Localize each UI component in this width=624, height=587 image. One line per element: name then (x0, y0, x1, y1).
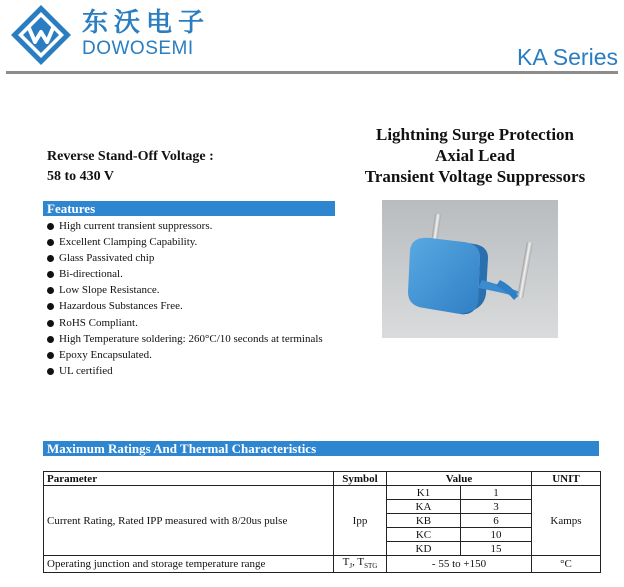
feature-text: High Temperature soldering: 260°C/10 seconds at terminals (59, 332, 323, 345)
product-title-line: Axial Lead (435, 146, 515, 165)
table-cell: 3 (461, 500, 532, 514)
voltage-label: Reverse Stand-Off Voltage : (47, 149, 214, 164)
bullet-icon (47, 352, 54, 359)
table-cell: KD (387, 542, 461, 556)
feature-text: Epoxy Encapsulated. (59, 348, 152, 361)
table-header-cell: Symbol (334, 472, 387, 486)
table-cell: °C (532, 556, 601, 573)
feature-item (47, 298, 323, 314)
brand-name-english: DOWOSEMI (82, 38, 194, 59)
bullet-icon (47, 287, 54, 294)
ratings-heading: Maximum Ratings And Thermal Characteristics (43, 441, 599, 456)
table-cell (334, 556, 387, 573)
table-header-cell: Parameter (44, 472, 334, 486)
dowosemi-logo (10, 4, 72, 66)
series-title: KA Series (517, 44, 618, 70)
symbol-text: T (342, 556, 350, 568)
feature-item (47, 234, 323, 250)
feature-item (47, 266, 323, 282)
feature-item (47, 218, 323, 234)
table-cell: Ipp (334, 486, 387, 556)
brand-name-chinese: 东沃电子 (82, 8, 211, 38)
ratings-table (43, 471, 601, 573)
feature-item (47, 347, 323, 363)
feature-item (47, 363, 323, 379)
table-cell: Current Rating, Rated IPP measured with 8/20us pulse (44, 486, 334, 556)
product-title-line: Lightning Surge Protection (375, 125, 575, 144)
product-title (340, 124, 610, 187)
feature-item (47, 331, 323, 347)
feature-item (47, 250, 323, 266)
table-header-cell: UNIT (532, 472, 601, 486)
table-header-cell: Value (387, 472, 532, 486)
symbol-subscript: J (349, 562, 353, 571)
bullet-icon (47, 336, 54, 343)
table-cell: - 55 to +150 (387, 556, 532, 573)
header-divider (6, 71, 618, 74)
product-title-line: Transient Voltage Suppressors (364, 167, 586, 186)
bullet-icon (47, 303, 54, 310)
feature-text: Excellent Clamping Capability. (59, 236, 198, 249)
feature-text: High current transient suppressors. (59, 220, 213, 232)
product-photo (382, 200, 558, 338)
table-cell: Operating junction and storage temperature range (44, 556, 334, 573)
bullet-icon (47, 271, 54, 278)
table-cell: 6 (461, 514, 532, 528)
bullet-icon (47, 368, 54, 375)
feature-text: Low Slope Resistance. (59, 284, 160, 297)
table-cell: 15 (461, 542, 532, 556)
symbol-subscript: STG (364, 562, 378, 571)
table-row (44, 486, 601, 500)
table-cell: KB (387, 514, 461, 528)
bullet-icon (47, 320, 54, 327)
table-row (44, 556, 601, 573)
feature-item (47, 315, 323, 331)
table-cell: KC (387, 528, 461, 542)
table-cell: KA (387, 500, 461, 514)
bullet-icon (47, 255, 54, 262)
table-cell: 1 (461, 486, 532, 500)
features-heading: Features (43, 201, 335, 216)
feature-item (47, 282, 323, 298)
bullet-icon (47, 239, 54, 246)
table-cell: Kamps (532, 486, 601, 556)
feature-text: Bi-directional. (59, 268, 123, 281)
feature-text: Glass Passivated chip (59, 252, 155, 265)
feature-text: Hazardous Substances Free. (59, 300, 183, 313)
feature-text: UL certified (59, 364, 113, 377)
bullet-icon (47, 223, 54, 230)
voltage-range: 58 to 430 V (47, 169, 115, 184)
table-header-row (44, 472, 601, 486)
table-cell: 10 (461, 528, 532, 542)
table-cell: K1 (387, 486, 461, 500)
symbol-text: , T (352, 556, 365, 568)
feature-text: RoHS Compliant. (59, 316, 138, 329)
features-list (47, 218, 323, 379)
